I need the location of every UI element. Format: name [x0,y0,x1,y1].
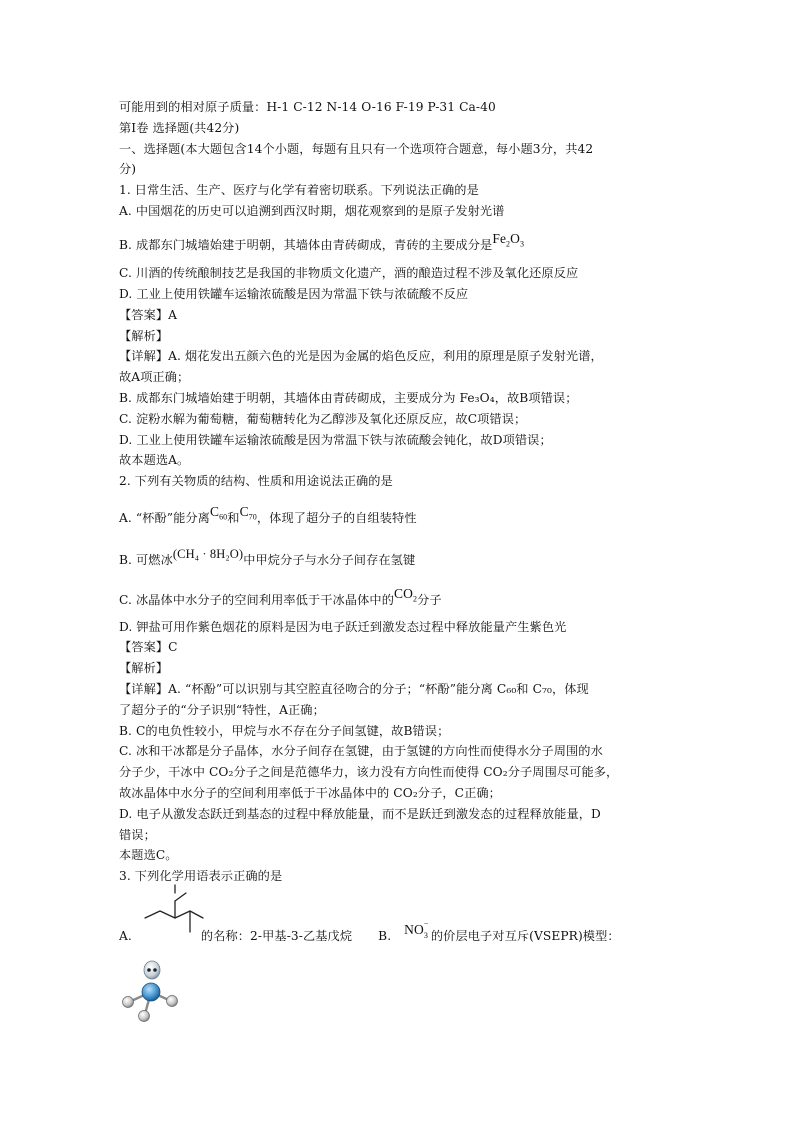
formula-part: Fe [492,231,507,246]
q2-detail-line: B. C的电负性较小，甲烷与水不存在分子间氢键，故B错误； [119,724,450,738]
q2-option-a-text: 和 [227,511,240,525]
q3-option-b-label: B. [378,929,392,943]
q1-detail-line: C. 淀粉水解为葡萄糖，葡萄糖转化为乙醇涉及氧化还原反应，故C项错误； [119,412,527,426]
c60-formula [209,504,228,522]
q2-detail-line: 【详解】A. “杯酚”可以识别与其空腔直径吻合的分子；“杯酚”能分离 C₆₀和 C₇₀，体现 [119,682,589,696]
formula-subscript: 3 [423,931,428,940]
formula-part: C [239,504,249,519]
q1-option-a: A. 中国烟花的历史可以追溯到西汉时期，烟花观察到的是原子发射光谱 [119,204,505,218]
q2-stem: 2. 下列有关物质的结构、性质和用途说法正确的是 [119,474,393,488]
q3-options-line [119,919,620,944]
q2-option-c [119,586,442,614]
nitrate-formula [404,919,431,940]
q1-option-b [119,231,525,259]
section-desc-line-1: 一、选择题(本大题包含14个小题，每题有且只有一个选项符合题意，每小题3分，共42 [119,142,594,156]
q2-option-b-text: B. 可燃冰 [119,553,173,567]
q2-detail-line: 本题选C。 [119,848,178,862]
formula-subscript: 3 [520,239,525,249]
formula-subscript: 2 [412,594,418,604]
formula-subscript: 2 [506,239,511,249]
q2-option-b [119,547,416,568]
q1-analysis-heading: 【解析】 [119,329,169,343]
q1-answer: 【答案】A [119,308,178,322]
vsepr-model-image [118,956,186,1024]
q1-stem: 1. 日常生活、生产、医疗与化学有着密切联系。下列说法正确的是 [119,183,479,197]
co2-formula [393,586,418,604]
q1-detail-line: 【详解】A. 烟花发出五颜六色的光是因为金属的焰色反应，利用的原理是原子发射光谱， [119,349,603,363]
formula-part: C [209,504,220,519]
q1-detail-line: 故A项正确； [119,370,190,384]
q2-option-c-text: 分子 [417,593,442,607]
q2-option-a-text: A. “杯酚”能分离 [119,511,210,525]
q2-option-d: D. 钾盐可用作紫色烟花的原料是因为电子跃迁到激发态过程中释放能量产生紫色光 [119,620,567,634]
formula-index [423,919,431,940]
q2-detail-line: C. 冰和干冰都是分子晶体，水分子间存在氢键，由于氢键的方向性而使得水分子周围的水 [119,744,603,758]
formula-subscript: 60 [219,512,228,522]
formula-subscript: 70 [248,512,257,522]
q1-detail-line: 故本题选A。 [119,453,190,467]
section-title: 第Ⅰ卷 选择题(共42分) [119,121,240,135]
q3-stem: 3. 下列化学用语表示正确的是 [119,869,283,883]
q2-detail-line: 故冰晶体中水分子的空间利用率低于干冰晶体中的 CO₂分子，C正确； [119,786,501,800]
formula-superscript: − [423,919,429,928]
q2-option-a [119,504,417,532]
q2-detail-line: 分子少，干冰中 CO₂分子之间是范德华力，该力没有方向性而使得 CO₂分子周围尽可能多， [119,765,619,779]
q1-detail-line: B. 成都东门城墙始建于明朝，其墙体由青砖砌成，主要成分为 Fe₃O₄，故B项错误； [119,391,578,405]
q1-option-b-formula [492,231,525,249]
q3-option-a-label: A. [119,929,132,943]
formula-part: NO [404,922,424,937]
q1-option-b-text: B. 成都东门城墙始建于明朝，其墙体由青砖砌成，青砖的主要成分是 [119,238,493,252]
q1-option-c: C. 川酒的传统酿制技艺是我国的非物质文化遗产，酒的酿造过程不涉及氧化还原反应 [119,266,579,280]
formula-part: O [510,231,521,246]
q2-analysis-heading: 【解析】 [119,661,169,675]
q2-option-b-text: 中甲烷分子与水分子间存在氢键 [243,553,416,567]
q2-option-c-text: C. 冰晶体中水分子的空间利用率低于干冰晶体中的 [119,593,394,607]
q3-option-a-text: 的名称：2-甲基-3-乙基戊烷 [200,929,353,943]
q3-option-b-text: 的价层电子对互斥(VSEPR)模型： [430,929,620,943]
q1-option-d: D. 工业上使用铁罐车运输浓硫酸是因为常温下铁与浓硫酸不反应 [119,287,469,301]
q1-detail-line: D. 工业上使用铁罐车运输浓硫酸是因为常温下铁与浓硫酸会钝化，故D项错误； [119,433,552,447]
c70-formula [239,504,257,522]
q2-answer: 【答案】C [119,640,178,654]
q2-detail-line: D. 电子从激发态跃迁到基态的过程中释放能量，而不是跃迁到激发态的过程释放能量，D [119,807,601,821]
q2-option-a-text: ，体现了超分子的自组装特性 [256,511,417,525]
combustible-ice-formula: (CH₄ · 8H₂O) [172,547,244,561]
atomic-masses-line: 可能用到的相对原子质量：H-1 C-12 N-14 O-16 F-19 P-31 Ca-40 [119,100,496,114]
q2-detail-line: 了超分子的“分子识别“特性，A正确； [119,703,325,717]
q2-detail-line: 错误； [119,828,156,842]
section-desc-line-2: 分) [119,162,137,176]
formula-part: CO [393,586,413,601]
